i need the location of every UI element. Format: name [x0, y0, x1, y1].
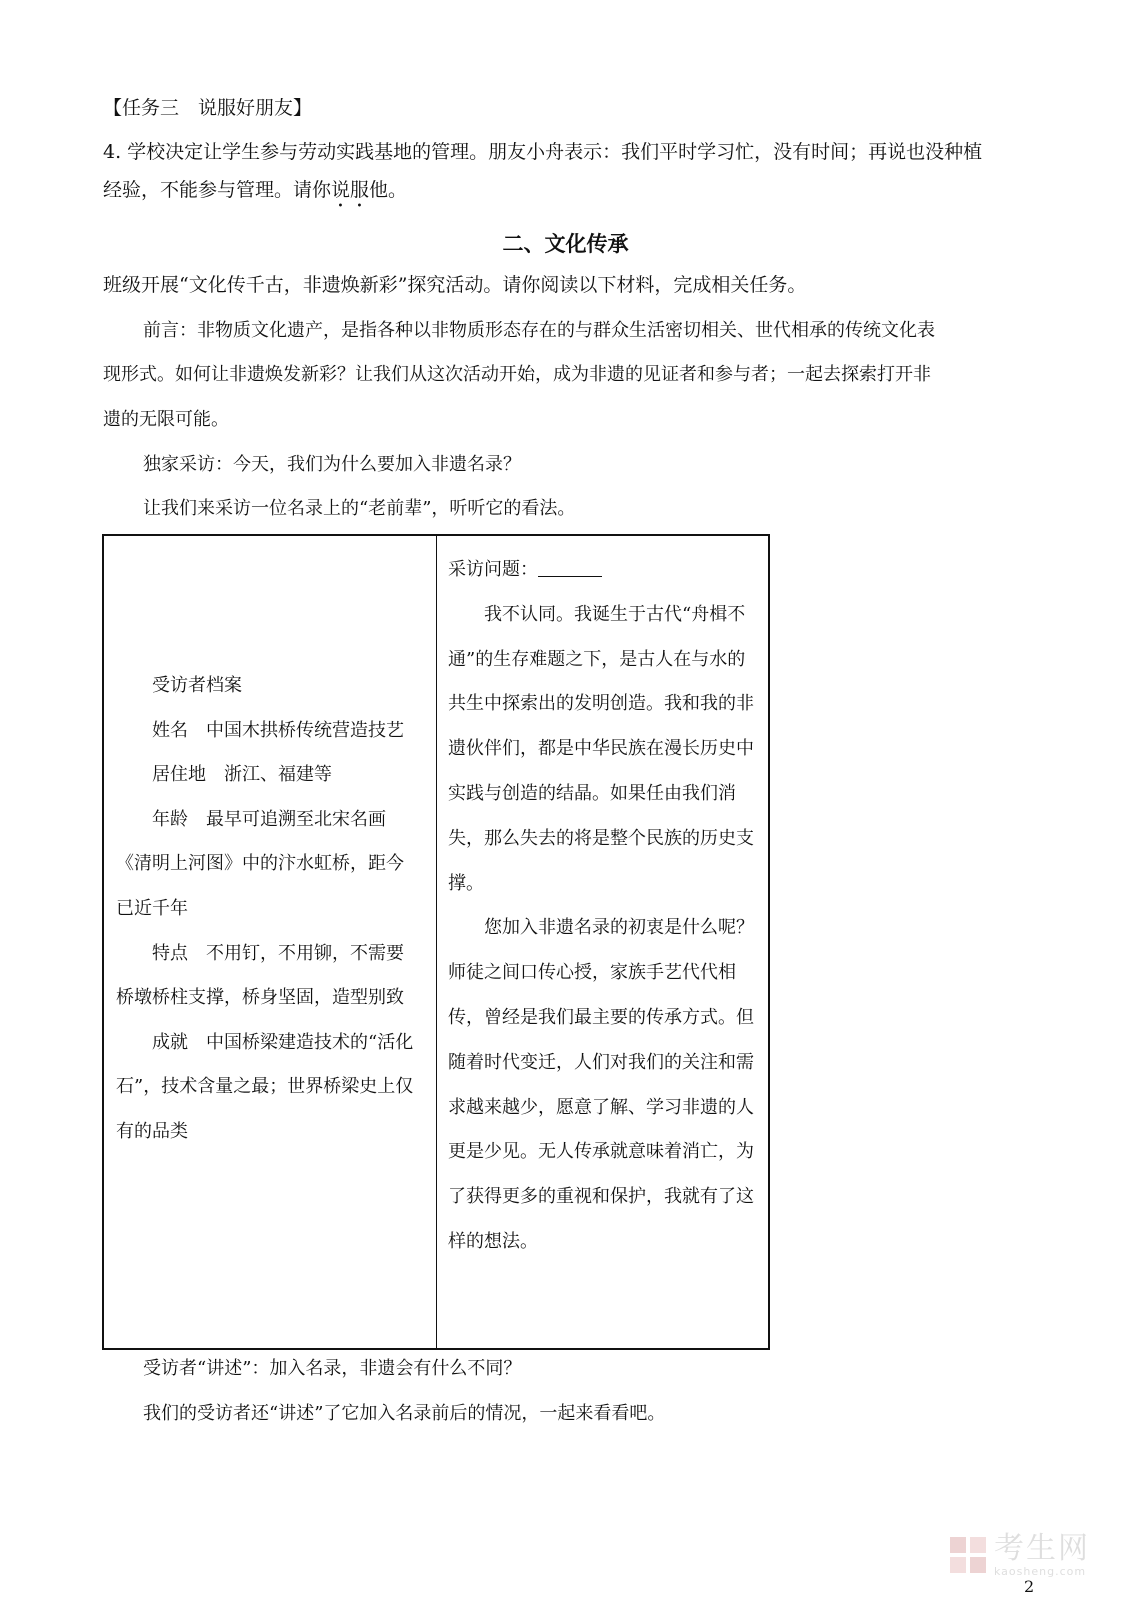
interviewee-profile: [116, 664, 421, 1155]
watermark-logo-icon: [948, 1535, 988, 1575]
profile-name: 姓名 中国木拱桥传统营造技艺: [152, 719, 404, 741]
interview-intro: 让我们来采访一位名录上的“老前辈”，听听它的看法。: [143, 498, 576, 519]
profile-title: 受访者档案: [152, 675, 242, 696]
question-4-line2: [103, 178, 1033, 212]
table-column-divider: [436, 536, 437, 1348]
answer-2: 师徒之间口传心授，家族手艺代代相传，曾经是我们最主要的传承方式。但随着时代变迁，人们对我们的关注和需求越来越少，愿意了解、学习非遗的人更是少见。无人传承就意味着消亡，为了获得更多的重视和保护，我就有了这样的想法。: [448, 962, 754, 1252]
section-heading: 二、文化传承: [502, 231, 629, 256]
answer-1: 我不认同。我诞生于古代“舟楫不通”的生存难题之下，是古人在与水的共生中探索出的发明创造。我和我的非遗伙伴们，都是中华民族在漫长历史中实践与创造的结晶。如果任由我们消失，那么失去的将是整个民族的历史支撑。: [448, 603, 754, 894]
emphasized-word: 说服: [331, 179, 370, 201]
section-intro: 班级开展“文化传千古，非遗焕新彩”探究活动。请你阅读以下材料，完成相关任务。: [103, 274, 807, 296]
watermark: [948, 1532, 1090, 1578]
preface-line1: 前言：非物质文化遗产，是指各种以非物质形态存在的与群众生活密切相关、世代相承的传统文化表: [143, 320, 935, 341]
question-2: 您加入非遗名录的初衷是什么呢？: [484, 917, 754, 939]
interview-question-blank: [448, 548, 758, 593]
preface-line3: 遗的无限可能。: [103, 409, 229, 430]
page-number: 2: [1024, 1577, 1035, 1596]
question-4-line1: 4. 学校决定让学生参与劳动实践基地的管理。朋友小舟表示：我们平时学习忙，没有时间；再说也没种植: [103, 141, 983, 163]
question-label: 采访问题：: [448, 559, 538, 580]
question-4-text: 经验，不能参与管理。请你: [103, 179, 332, 201]
after-table-line2: 我们的受访者还“讲述”了它加入名录前后的情况，一起来看看吧。: [143, 1403, 666, 1424]
watermark-url: kaosheng.com: [994, 1565, 1087, 1578]
after-table-line1: 受访者“讲述”：加入名录，非遗会有什么不同？: [143, 1358, 522, 1379]
watermark-name: 考生网: [994, 1531, 1090, 1566]
task3-title: 【任务三 说服好朋友】: [103, 97, 313, 119]
profile-residence: 居住地 浙江、福建等: [152, 764, 332, 786]
interview-heading: 独家采访：今天，我们为什么要加入非遗名录？: [143, 454, 521, 475]
preface-line2: 现形式。如何让非遗焕发新彩？让我们从这次活动开始，成为非遗的见证者和参与者；一起去探索打开非: [103, 364, 931, 385]
answer-blank[interactable]: [538, 558, 602, 577]
interview-table: [102, 534, 770, 1350]
interview-dialogue: [448, 548, 758, 1265]
profile-achievement: 成就 中国桥梁建造技术的“活化石”，技术含量之最；世界桥梁史上仅有的品类: [116, 1031, 414, 1142]
profile-features: 特点 不用钉，不用铆，不需要桥墩桥柱支撑，桥身坚固，造型别致: [116, 942, 404, 1009]
question-4-tail: 他。: [369, 179, 408, 201]
profile-age: 年龄 最早可追溯至北宋名画《清明上河图》中的汴水虹桥，距今已近千年: [116, 808, 404, 919]
